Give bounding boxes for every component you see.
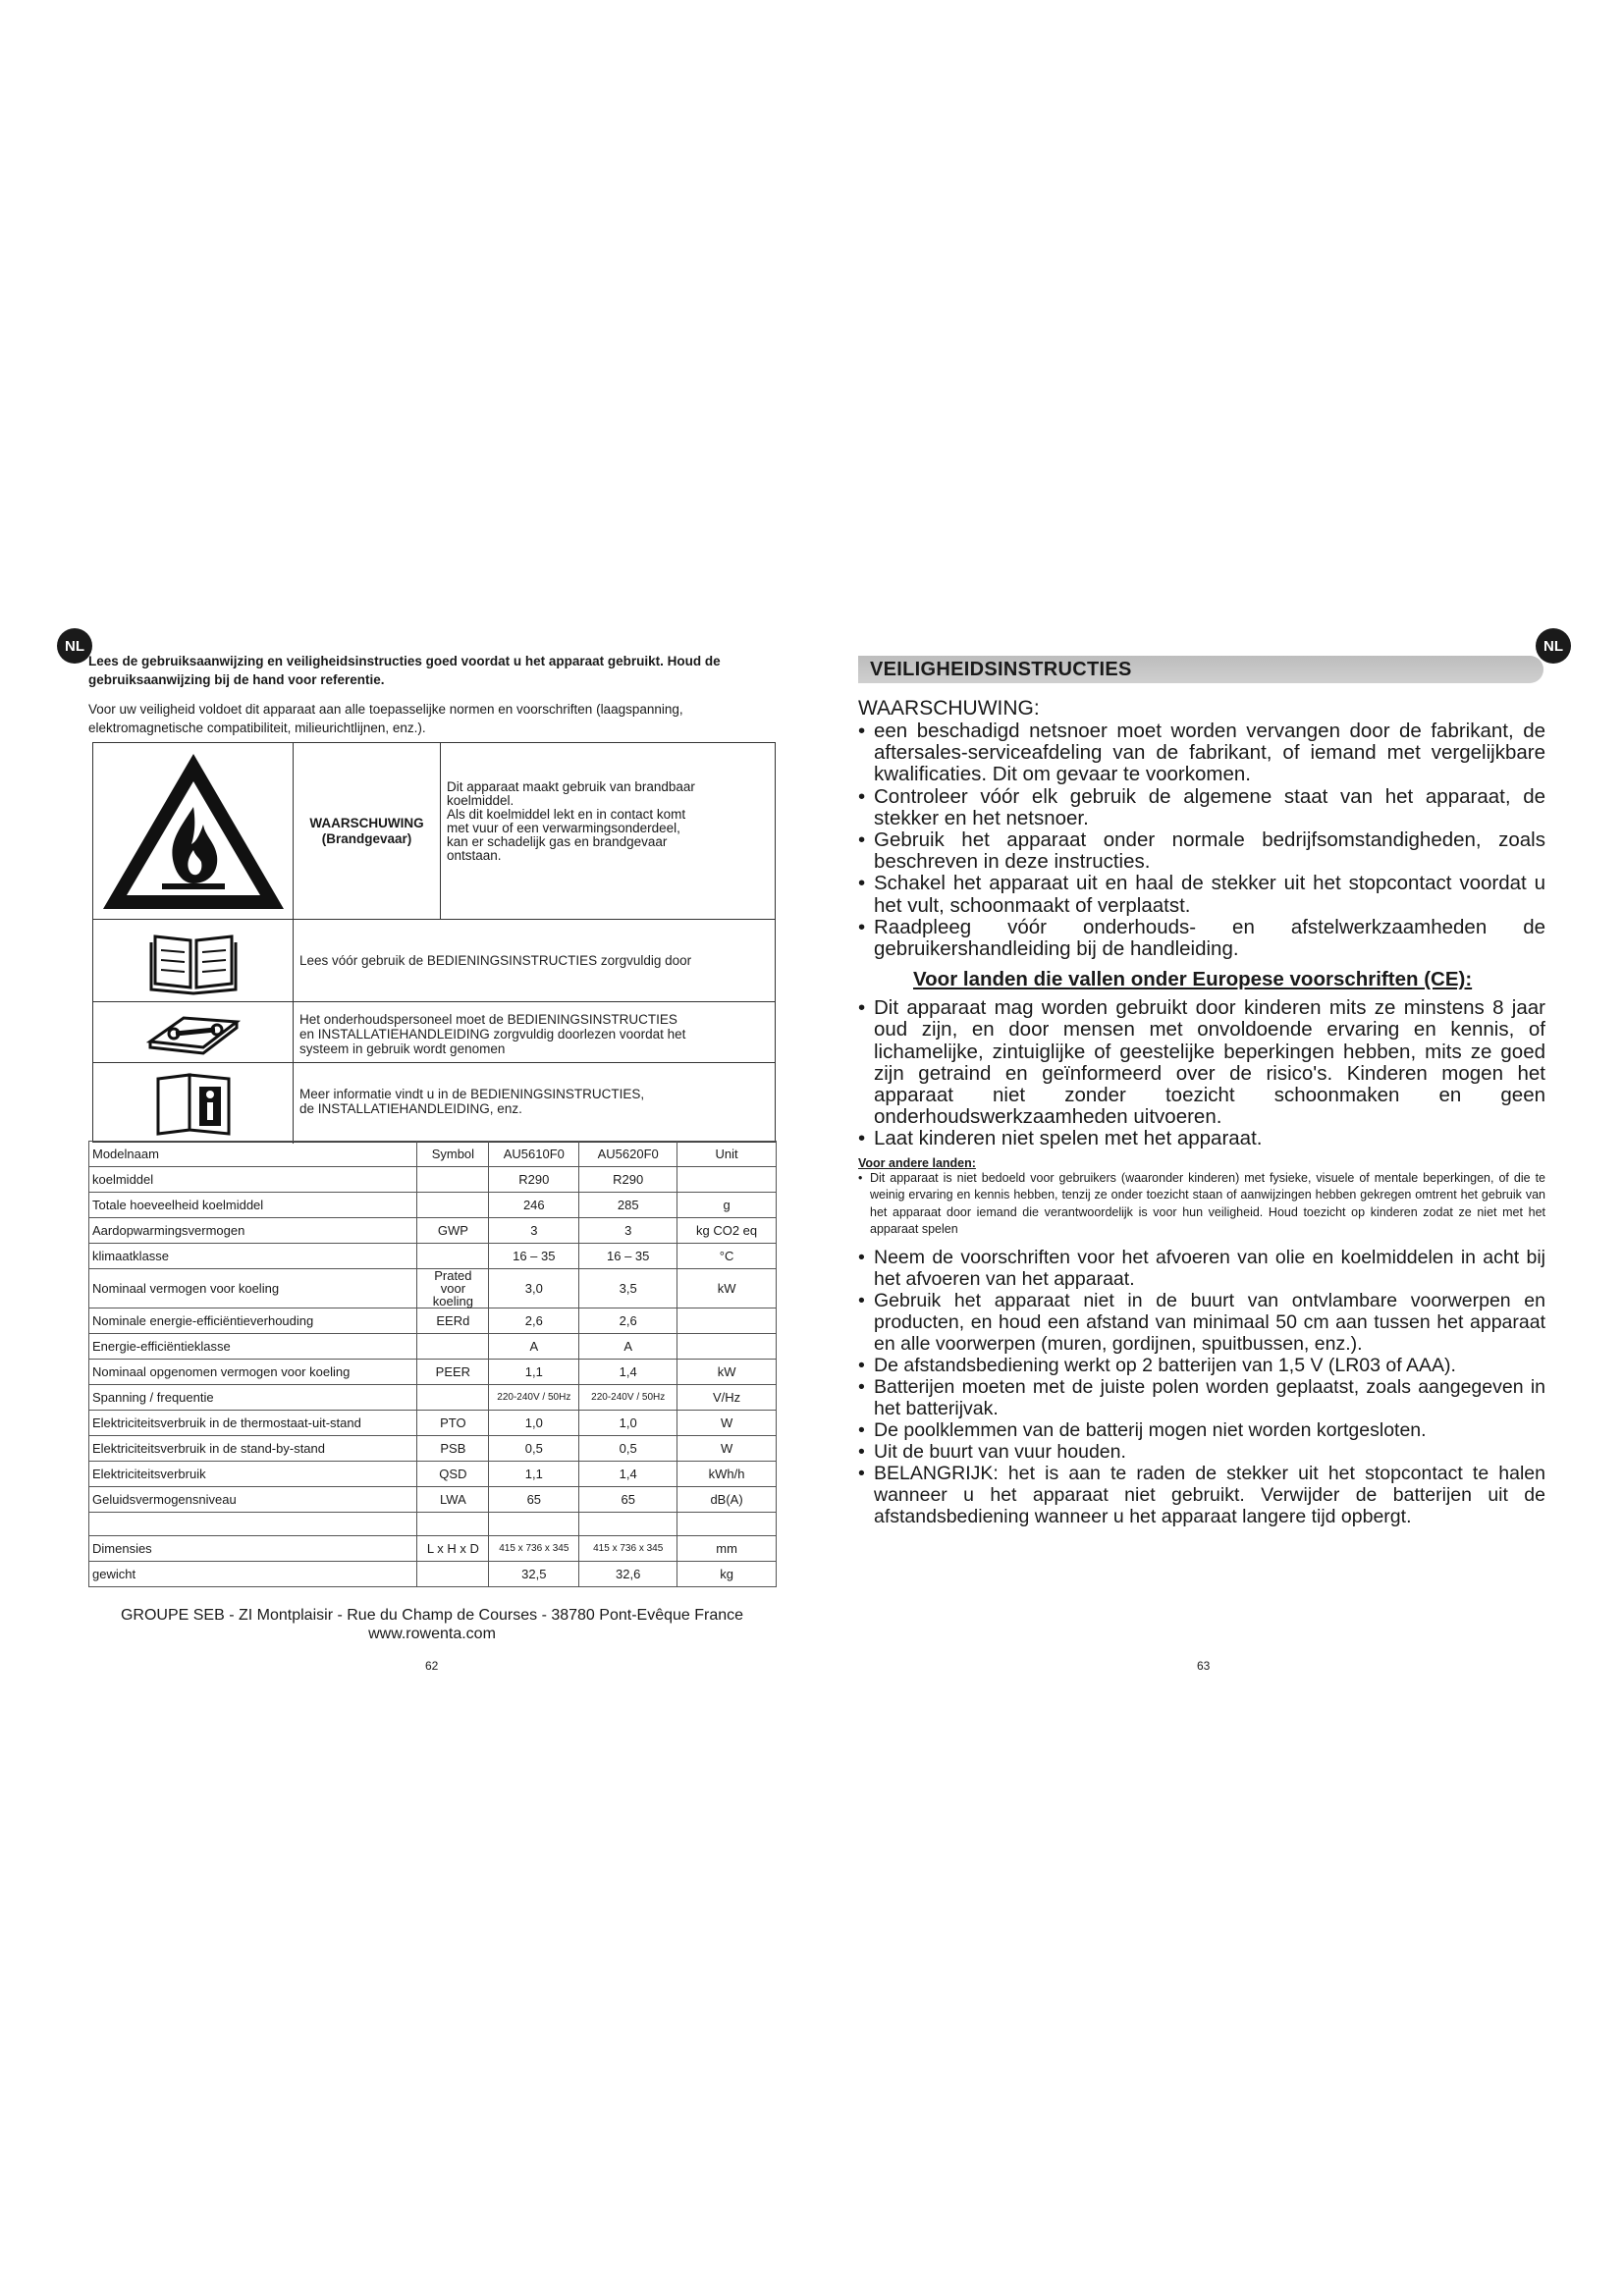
spec-cell-name: Spanning / frequentie xyxy=(89,1385,417,1411)
spec-cell-v1: 16 – 35 xyxy=(489,1244,579,1269)
spec-row xyxy=(89,1487,777,1513)
spec-cell-name: Nominaal opgenomen vermogen voor koeling xyxy=(89,1360,417,1385)
spec-cell-v1: 65 xyxy=(489,1487,579,1513)
manual-instruction-text: Lees vóór gebruik de BEDIENINGSINSTRUCTIES zorgvuldig door xyxy=(299,953,692,968)
other-countries-heading: Voor andere landen: xyxy=(858,1155,976,1170)
spec-row xyxy=(89,1269,777,1308)
warning-row-fire xyxy=(93,743,775,920)
warning-row-info xyxy=(93,1063,775,1144)
spec-cell-name: Energie-efficiëntieklasse xyxy=(89,1334,417,1360)
flammable-warning-icon xyxy=(93,743,294,919)
spec-cell-v1: 3 xyxy=(489,1218,579,1244)
spec-cell-unit: kW xyxy=(677,1269,777,1308)
spec-cell-symbol: PSB xyxy=(417,1436,489,1462)
spec-cell-v2: 16 – 35 xyxy=(579,1244,677,1269)
safety-bullet: • De afstandsbediening werkt op 2 batterijen van 1,5 V (LR03 of AAA). xyxy=(858,1355,1545,1376)
safety-bullet: • Neem de voorschriften voor het afvoeren van olie en koelmiddelen in acht bij het afvoeren van het apparaat. xyxy=(858,1247,1545,1290)
intro-bold-text: Lees de gebruiksaanwijzing en veiligheidsinstructies goed voordat u het apparaat gebruikt. Houd de gebruiksaanwijzing bij de hand voor referentie. xyxy=(88,654,721,687)
spec-cell-v2: 220-240V / 50Hz xyxy=(579,1385,677,1411)
spec-cell-v2: 3 xyxy=(579,1218,677,1244)
safety-bullet: • Batterijen moeten met de juiste polen worden geplaatst, zoals aangegeven in het batterijvak. xyxy=(858,1376,1545,1419)
spec-cell-v1: 415 x 736 x 345 xyxy=(489,1536,579,1562)
safety-list-primary xyxy=(858,721,1545,960)
spec-row xyxy=(89,1462,777,1487)
spec-row xyxy=(89,1308,777,1334)
safety-bullet: • Dit apparaat mag worden gebruikt door kinderen mits ze minstens 8 jaar oud zijn, en door mensen met onvoldoende ervaring en kennis, of lichamelijke, zintuiglijke of geestelijke beperkingen hebben, mits ze goed zijn getraind en geïnformeerd over de risico's. Kinderen mogen het apparaat niet zonder toezicht schoonmaken en geen onderhoudswerkzaamheden uitvoeren. xyxy=(858,997,1545,1128)
warning-heading: WAARSCHUWING: xyxy=(858,697,1040,720)
spec-cell-name: Elektriciteitsverbruik xyxy=(89,1462,417,1487)
section-title-bar: VEILIGHEIDSINSTRUCTIES xyxy=(858,656,1543,683)
spec-cell-unit xyxy=(677,1167,777,1193)
safety-bullet: • Laat kinderen niet spelen met het apparaat. xyxy=(858,1128,1545,1149)
spec-row xyxy=(89,1334,777,1360)
spec-row xyxy=(89,1218,777,1244)
spec-row xyxy=(89,1244,777,1269)
spec-cell-symbol: PTO xyxy=(417,1411,489,1436)
open-book-icon xyxy=(93,920,294,1001)
spec-cell-v2 xyxy=(579,1513,677,1536)
spec-cell-unit: mm xyxy=(677,1536,777,1562)
spec-cell-unit: W xyxy=(677,1411,777,1436)
ce-heading: Voor landen die vallen onder Europese voorschriften (CE): xyxy=(913,968,1473,991)
spec-cell-v1: A xyxy=(489,1334,579,1360)
spec-cell-name: klimaatklasse xyxy=(89,1244,417,1269)
safety-list-other xyxy=(858,1170,1545,1239)
safety-list-ce xyxy=(858,997,1545,1149)
spec-cell-v1: 1,1 xyxy=(489,1360,579,1385)
spec-cell-name xyxy=(89,1513,417,1536)
warning-label-line1: WAARSCHUWING xyxy=(309,815,424,830)
safety-bullet: • Controleer vóór elk gebruik de algemene staat van het apparaat, de stekker en het netsnoer. xyxy=(858,786,1545,829)
spec-row xyxy=(89,1436,777,1462)
spec-cell-symbol xyxy=(417,1385,489,1411)
spec-cell-name: Geluidsvermogensniveau xyxy=(89,1487,417,1513)
warning-row-manual xyxy=(93,920,775,1002)
spec-cell-symbol: LWA xyxy=(417,1487,489,1513)
right-page xyxy=(858,656,1545,1527)
spec-cell-v2: 0,5 xyxy=(579,1436,677,1462)
spec-cell-symbol xyxy=(417,1244,489,1269)
spec-cell-v1: 1,0 xyxy=(489,1411,579,1436)
spec-row xyxy=(89,1385,777,1411)
spec-cell-unit: kg xyxy=(677,1562,777,1587)
spec-cell-symbol: L x H x D xyxy=(417,1536,489,1562)
spec-cell-unit xyxy=(677,1308,777,1334)
safety-bullet: • Raadpleeg vóór onderhouds- en afstelwerkzaamheden de gebruikershandleiding bij de handleiding. xyxy=(858,917,1545,960)
specification-table xyxy=(88,1141,777,1587)
safety-bullet: • een beschadigd netsnoer moet worden vervangen door de fabrikant, de aftersales-serviceafdeling van de fabrikant, of iemand met vergelijkbare kwalificaties. Dit om gevaar te voorkomen. xyxy=(858,721,1545,786)
spec-cell-v2: 1,4 xyxy=(579,1360,677,1385)
warning-description xyxy=(447,780,771,863)
left-page-intro xyxy=(88,652,776,737)
warning-label xyxy=(294,743,441,919)
spec-cell-symbol xyxy=(417,1193,489,1218)
spec-row xyxy=(89,1360,777,1385)
warning-desc-line: met vuur of een verwarmingsonderdeel, xyxy=(447,821,680,835)
spec-cell-symbol: PEER xyxy=(417,1360,489,1385)
safety-bullet: • Gebruik het apparaat onder normale bedrijfsomstandigheden, zoals beschreven in deze instructies. xyxy=(858,829,1545,873)
spec-cell-v1: 32,5 xyxy=(489,1562,579,1587)
spec-cell-symbol xyxy=(417,1334,489,1360)
service-text-line: Het onderhoudspersoneel moet de BEDIENINGSINSTRUCTIES xyxy=(299,1012,677,1027)
spec-cell-v1: 246 xyxy=(489,1193,579,1218)
spec-cell-unit: g xyxy=(677,1193,777,1218)
spec-row xyxy=(89,1513,777,1536)
warning-desc-line: kan er schadelijk gas en brandgevaar xyxy=(447,834,668,849)
spec-cell-v1: R290 xyxy=(489,1167,579,1193)
service-text-line: en INSTALLATIEHANDLEIDING zorgvuldig doorlezen voordat het xyxy=(299,1027,686,1041)
safety-bullet: • BELANGRIJK: het is aan te raden de stekker uit het stopcontact te halen wanneer u het apparaat niet gebruikt. Verwijder de batterijen uit de afstandsbediening wanneer u het apparaat langere tijd opbergt. xyxy=(858,1463,1545,1527)
spec-cell-name: koelmiddel xyxy=(89,1167,417,1193)
spec-cell-name: Nominaal vermogen voor koeling xyxy=(89,1269,417,1308)
spec-cell-v2: 32,6 xyxy=(579,1562,677,1587)
warning-desc-line: koelmiddel. xyxy=(447,793,514,808)
service-instruction-text xyxy=(299,1012,685,1056)
info-text-line: de INSTALLATIEHANDLEIDING, enz. xyxy=(299,1101,522,1116)
service-text-line: systeem in gebruik wordt genomen xyxy=(299,1041,506,1056)
spec-cell-name: gewicht xyxy=(89,1562,417,1587)
spec-cell-unit xyxy=(677,1334,777,1360)
spec-row xyxy=(89,1562,777,1587)
spec-row xyxy=(89,1167,777,1193)
spec-cell-v1: 0,5 xyxy=(489,1436,579,1462)
safety-bullet: • De poolklemmen van de batterij mogen niet worden kortgesloten. xyxy=(858,1419,1545,1441)
specification-table-body xyxy=(89,1142,777,1587)
spec-cell-unit: V/Hz xyxy=(677,1385,777,1411)
spec-cell-v1: AU5610F0 xyxy=(489,1142,579,1167)
spec-cell-unit: kW xyxy=(677,1360,777,1385)
company-address: GROUPE SEB - ZI Montplaisir - Rue du Champ de Courses - 38780 Pont-Evêque France xyxy=(120,1607,744,1624)
spec-row xyxy=(89,1142,777,1167)
spec-cell-symbol xyxy=(417,1513,489,1536)
spec-cell-name: Dimensies xyxy=(89,1536,417,1562)
spec-cell-v1: 2,6 xyxy=(489,1308,579,1334)
spec-cell-unit xyxy=(677,1513,777,1536)
spec-cell-v1: 1,1 xyxy=(489,1462,579,1487)
spec-cell-name: Totale hoeveelheid koelmiddel xyxy=(89,1193,417,1218)
spec-row xyxy=(89,1193,777,1218)
spec-cell-name: Aardopwarmingsvermogen xyxy=(89,1218,417,1244)
warning-symbol-table xyxy=(92,742,776,1143)
spec-cell-unit: kWh/h xyxy=(677,1462,777,1487)
page-number-left: 62 xyxy=(425,1659,439,1673)
spec-cell-v2: R290 xyxy=(579,1167,677,1193)
warning-row-service xyxy=(93,1002,775,1063)
intro-normal-text: Voor uw veiligheid voldoet dit apparaat aan alle toepasselijke normen en voorschriften (laagspanning, elektromagnetische compatibiliteit, milieurichtlijnen, enz.). xyxy=(88,702,683,735)
spec-row xyxy=(89,1411,777,1436)
spec-cell-unit: °C xyxy=(677,1244,777,1269)
info-text-line: Meer informatie vindt u in de BEDIENINGSINSTRUCTIES, xyxy=(299,1087,645,1101)
page-number-right: 63 xyxy=(1197,1659,1211,1673)
language-badge-left: NL xyxy=(57,628,92,664)
info-instruction-text xyxy=(299,1087,644,1116)
spec-cell-v2: 285 xyxy=(579,1193,677,1218)
spec-cell-v1 xyxy=(489,1513,579,1536)
spec-cell-v1: 220-240V / 50Hz xyxy=(489,1385,579,1411)
spec-cell-unit: kg CO2 eq xyxy=(677,1218,777,1244)
spec-cell-name: Nominale energie-efficiëntieverhouding xyxy=(89,1308,417,1334)
warning-label-line2: (Brandgevaar) xyxy=(321,830,412,846)
service-manual-icon xyxy=(93,1002,294,1062)
spec-cell-unit: dB(A) xyxy=(677,1487,777,1513)
safety-bullet: • Uit de buurt van vuur houden. xyxy=(858,1441,1545,1463)
spec-cell-symbol: Symbol xyxy=(417,1142,489,1167)
safety-bullet: • Dit apparaat is niet bedoeld voor gebruikers (waaronder kinderen) met fysieke, visuele of mentale beperkingen, of die te weinig ervaring en kennis hebben, tenzij ze onder toezicht staan of aanwijzingen hebben gekregen omtrent het gebruik van het apparaat door iemand die verantwoordelijk is voor hun veiligheid. Houd toezicht op kinderen zodat ze niet met het apparaat spelen xyxy=(858,1170,1545,1239)
spec-cell-name: Elektriciteitsverbruik in de thermostaat-uit-stand xyxy=(89,1411,417,1436)
spec-cell-name: Modelnaam xyxy=(89,1142,417,1167)
info-book-icon xyxy=(93,1063,294,1144)
spec-cell-v2: 1,4 xyxy=(579,1462,677,1487)
spec-cell-symbol xyxy=(417,1167,489,1193)
spec-cell-v2: 415 x 736 x 345 xyxy=(579,1536,677,1562)
spec-cell-unit: W xyxy=(677,1436,777,1462)
spec-cell-v2: 3,5 xyxy=(579,1269,677,1308)
safety-bullet: • Gebruik het apparaat niet in de buurt van ontvlambare voorwerpen en producten, en houd een afstand van minimaal 50 cm aan tussen het apparaat en alle voorwerpen (muren, gordijnen, spuitbussen, enz.). xyxy=(858,1290,1545,1355)
spec-cell-v1: 3,0 xyxy=(489,1269,579,1308)
spec-cell-v2: 1,0 xyxy=(579,1411,677,1436)
language-badge-right: NL xyxy=(1536,628,1571,664)
warning-desc-line: Dit apparaat maakt gebruik van brandbaar xyxy=(447,779,695,794)
spec-cell-symbol xyxy=(417,1562,489,1587)
spec-cell-unit: Unit xyxy=(677,1142,777,1167)
spec-cell-v2: AU5620F0 xyxy=(579,1142,677,1167)
spec-cell-name: Elektriciteitsverbruik in de stand-by-stand xyxy=(89,1436,417,1462)
spec-cell-symbol: GWP xyxy=(417,1218,489,1244)
warning-desc-line: ontstaan. xyxy=(447,848,502,863)
spec-cell-symbol: EERd xyxy=(417,1308,489,1334)
spec-cell-v2: A xyxy=(579,1334,677,1360)
spec-cell-symbol: Prated voor koeling xyxy=(417,1269,489,1308)
left-footer xyxy=(88,1606,776,1643)
spec-row xyxy=(89,1536,777,1562)
safety-bullet: • Schakel het apparaat uit en haal de stekker uit het stopcontact voordat u het vult, schoonmaakt of verplaatst. xyxy=(858,873,1545,916)
spec-cell-v2: 2,6 xyxy=(579,1308,677,1334)
spec-cell-v2: 65 xyxy=(579,1487,677,1513)
safety-list-secondary xyxy=(858,1247,1545,1527)
warning-desc-line: Als dit koelmiddel lekt en in contact komt xyxy=(447,807,686,822)
spec-cell-symbol: QSD xyxy=(417,1462,489,1487)
company-website: www.rowenta.com xyxy=(368,1626,496,1642)
